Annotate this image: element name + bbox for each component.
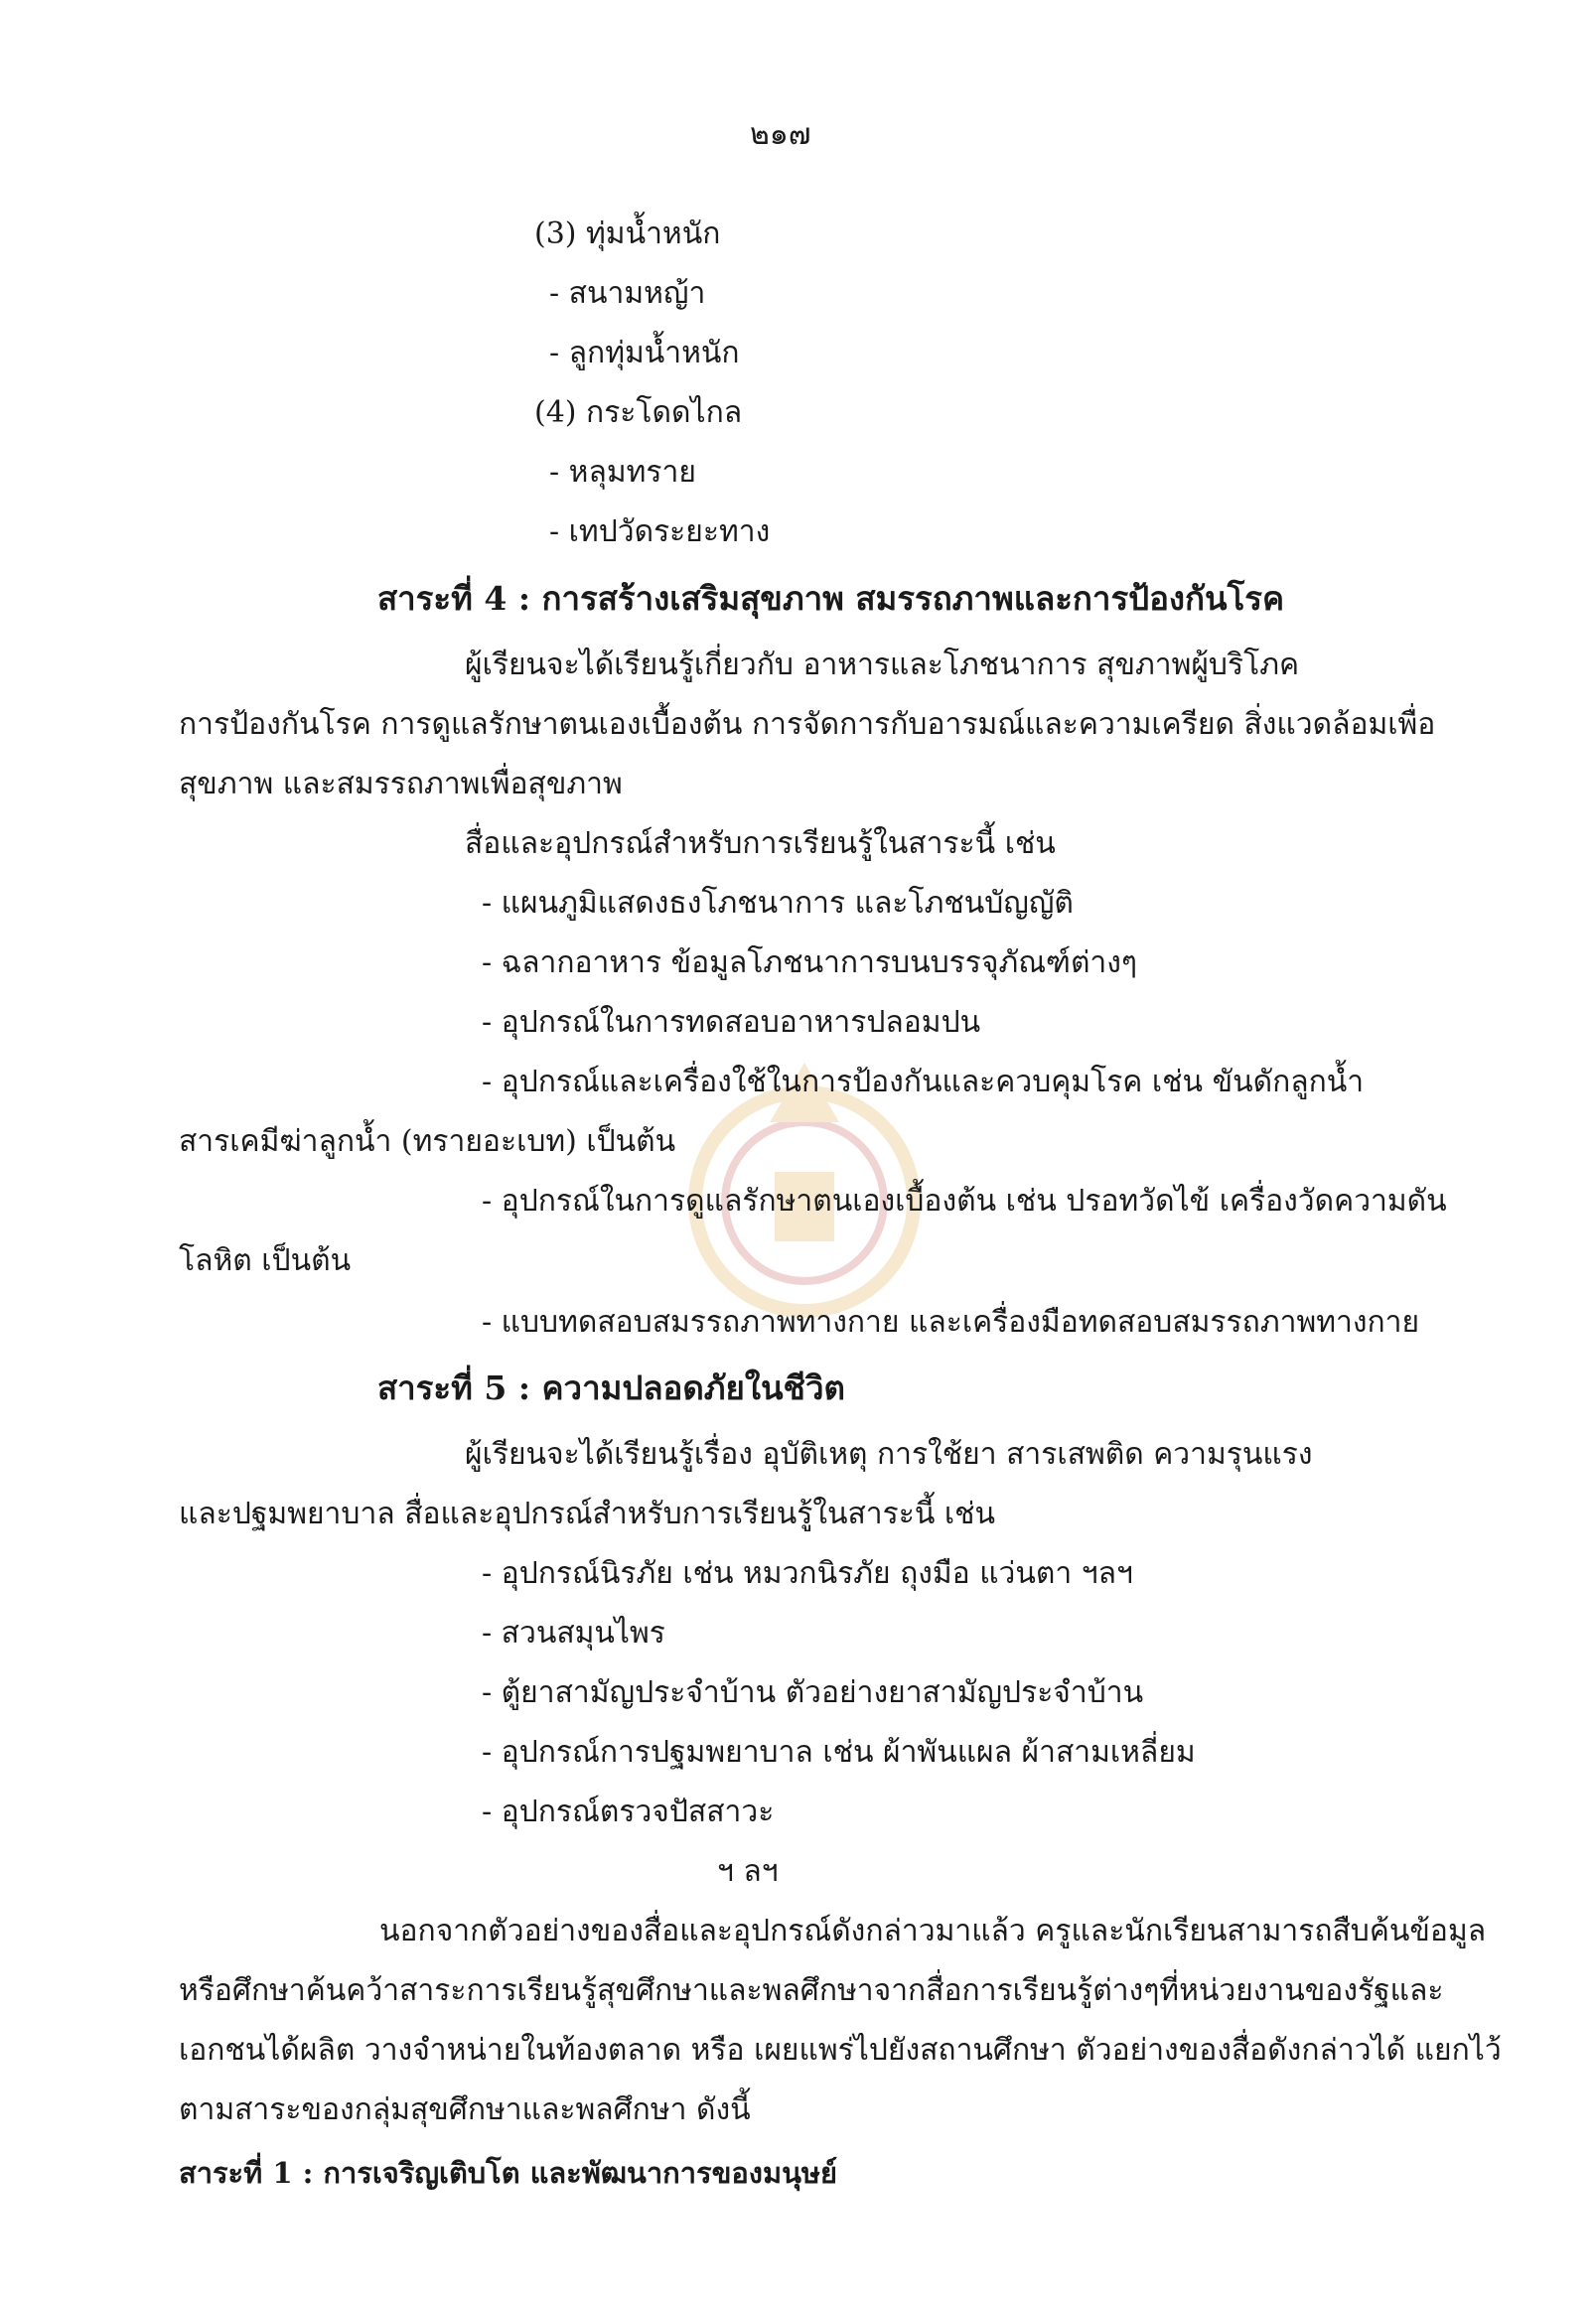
- page-number: ๒๑๗: [750, 117, 811, 152]
- list-item: - หลุมทราย: [549, 455, 696, 490]
- list-item: - ลูกทุ่มน้ำหนัก: [549, 336, 740, 370]
- list-item: - อุปกรณ์ในการทดสอบอาหารปลอมปน: [482, 1005, 981, 1040]
- list-item: - แผนภูมิแสดงธงโภชนาการ และโภชนบัญญัติ: [482, 886, 1074, 921]
- paragraph-line: เอกชนได้ผลิต วางจำหน่ายในท้องตลาด หรือ เผยแพร่ไปยังสถานศึกษา ตัวอย่างของสื่อดังกล่าวได้ แยกไว้: [179, 2033, 1502, 2068]
- list-item: - อุปกรณ์นิรภัย เช่น หมวกนิรภัย ถุงมือ แว่นตา ฯลฯ: [482, 1556, 1133, 1591]
- paragraph-line: โลหิต เป็นต้น: [179, 1243, 352, 1278]
- list-item: - แบบทดสอบสมรรถภาพทางกาย และเครื่องมือทดสอบสมรรถภาพทางกาย: [482, 1305, 1420, 1340]
- section-heading: สาระที่ 5 : ความปลอดภัยในชีวิต: [377, 1368, 845, 1407]
- list-item: (3) ทุ่มน้ำหนัก: [534, 216, 721, 251]
- list-item: - อุปกรณ์ตรวจปัสสาวะ: [482, 1795, 775, 1829]
- paragraph-line: หรือศึกษาค้นคว้าสาระการเรียนรู้สุขศึกษาและพลศึกษาจากสื่อการเรียนรู้ต่างๆที่หน่วยงานของรัฐและ: [179, 1973, 1444, 2008]
- etc-marker: ฯ ลฯ: [717, 1854, 779, 1889]
- list-item: - เทปวัดระยะทาง: [549, 514, 771, 549]
- paragraph-line: การป้องกันโรค การดูแลรักษาตนเองเบื้องต้น การจัดการกับอารมณ์และความเครียด สิ่งแวดล้อมเพื่อ: [179, 707, 1436, 742]
- list-item: - อุปกรณ์และเครื่องใช้ในการป้องกันและควบคุมโรค เช่น ขันดักลูกน้ำ: [482, 1065, 1365, 1099]
- paragraph-line: นอกจากตัวอย่างของสื่อและอุปกรณ์ดังกล่าวมาแล้ว ครูและนักเรียนสามารถสืบค้นข้อมูล: [379, 1914, 1487, 1948]
- section-heading: สาระที่ 4 : การสร้างเสริมสุขภาพ สมรรถภาพและการป้องกันโรค: [377, 579, 1285, 618]
- paragraph-line: สื่อและอุปกรณ์สำหรับการเรียนรู้ในสาระนี้ เช่น: [465, 826, 1056, 861]
- list-item: - อุปกรณ์การปฐมพยาบาล เช่น ผ้าพันแผล ผ้าสามเหลี่ยม: [482, 1735, 1196, 1770]
- list-item: - ตู้ยาสามัญประจำบ้าน ตัวอย่างยาสามัญประจำบ้าน: [482, 1675, 1144, 1710]
- list-item: - อุปกรณ์ในการดูแลรักษาตนเองเบื้องต้น เช่น ปรอทวัดไข้ เครื่องวัดความดัน: [482, 1184, 1447, 1219]
- paragraph-line: ผู้เรียนจะได้เรียนรู้เรื่อง อุบัติเหตุ การใช้ยา สารเสพติด ความรุนแรง: [465, 1437, 1313, 1472]
- paragraph-line: สารเคมีฆ่าลูกน้ำ (ทรายอะเบท) เป็นต้น: [179, 1124, 676, 1159]
- paragraph-line: และปฐมพยาบาล สื่อและอุปกรณ์สำหรับการเรียนรู้ในสาระนี้ เช่น: [179, 1497, 996, 1531]
- list-item: - สวนสมุนไพร: [482, 1616, 665, 1651]
- list-item: - สนามหญ้า: [549, 276, 706, 311]
- paragraph-line: ผู้เรียนจะได้เรียนรู้เกี่ยวกับ อาหารและโภชนาการ สุขภาพผู้บริโภค: [465, 648, 1300, 682]
- list-item: (4) กระโดดไกล: [534, 395, 743, 430]
- section-heading: สาระที่ 1 : การเจริญเติบโต และพัฒนาการของมนุษย์: [179, 2156, 838, 2190]
- paragraph-line: สุขภาพ และสมรรถภาพเพื่อสุขภาพ: [179, 767, 623, 801]
- list-item: - ฉลากอาหาร ข้อมูลโภชนาการบนบรรจุภัณฑ์ต่างๆ: [482, 945, 1138, 980]
- paragraph-line: ตามสาระของกลุ่มสุขศึกษาและพลศึกษา ดังนี้: [179, 2092, 751, 2127]
